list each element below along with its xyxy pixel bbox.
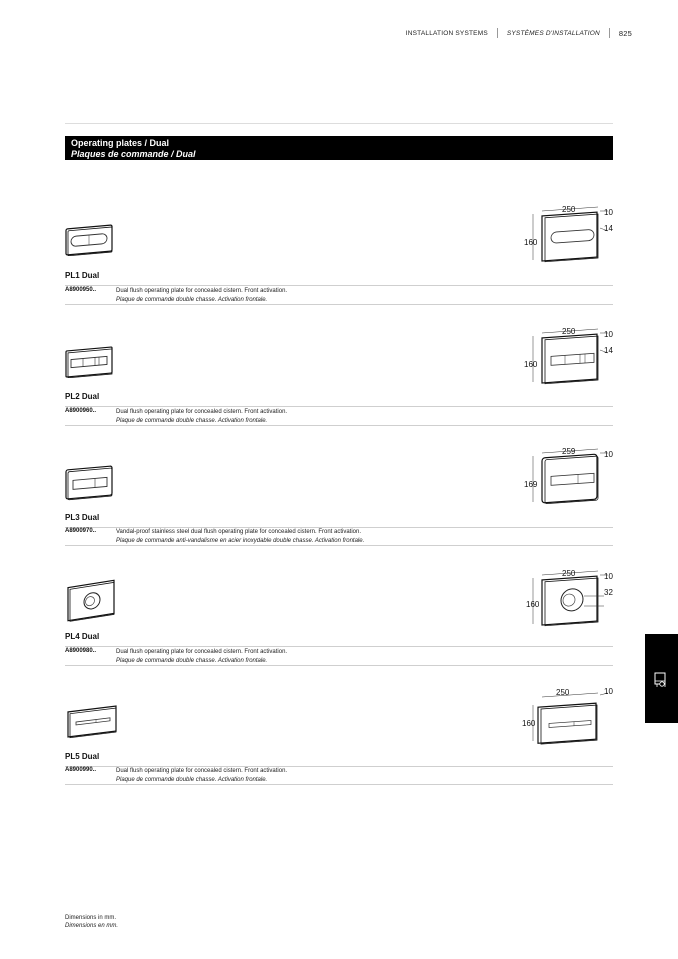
product-code: A8900950.. bbox=[65, 287, 97, 293]
pl2-dim-depth: 10 bbox=[604, 330, 613, 339]
description-fr: Plaque de commande double chasse. Activation frontale. bbox=[116, 776, 268, 783]
pl1-dim-width: 250 bbox=[562, 205, 576, 214]
pl2-plate-image bbox=[63, 344, 115, 378]
pl1-dim-button: 14 bbox=[604, 224, 613, 233]
row-divider bbox=[65, 285, 613, 286]
pl3-dimension-drawing bbox=[520, 442, 618, 506]
section-title-fr: SYSTÈMES D'INSTALLATION bbox=[506, 29, 600, 37]
description-fr: Plaque de commande double chasse. Activation frontale. bbox=[116, 296, 268, 303]
product-name: PL5 Dual bbox=[65, 752, 100, 761]
product-code: A8900960.. bbox=[65, 408, 97, 414]
footer-note-en: Dimensions in mm. bbox=[65, 915, 117, 921]
pl4-dim-height: 160 bbox=[526, 600, 540, 609]
page-number: 825 bbox=[618, 28, 632, 38]
pl4-plate-image bbox=[63, 576, 119, 624]
product-description bbox=[116, 408, 287, 425]
banner-title-fr: Plaques de commande / Dual bbox=[71, 149, 196, 159]
product-name: PL1 Dual bbox=[65, 271, 100, 280]
pl5-dim-depth: 10 bbox=[604, 687, 613, 696]
product-description bbox=[116, 287, 287, 304]
pl2-dim-height: 160 bbox=[524, 360, 538, 369]
product-code: A8900990.. bbox=[65, 767, 97, 773]
header-divider bbox=[609, 28, 610, 38]
pl3-dim-width: 259 bbox=[562, 447, 576, 456]
product-name: PL4 Dual bbox=[65, 632, 100, 641]
installation-frame-icon bbox=[653, 672, 669, 688]
banner-title-en: Operating plates / Dual bbox=[71, 138, 170, 148]
description-fr: Plaque de commande double chasse. Activation frontale. bbox=[116, 657, 268, 664]
description-en: Dual flush operating plate for concealed cistern. Front activation. bbox=[116, 288, 288, 294]
pl4-dimension-drawing bbox=[520, 564, 618, 628]
footer-note bbox=[65, 914, 118, 930]
description-en: Dual flush operating plate for concealed cistern. Front activation. bbox=[116, 409, 288, 415]
product-description bbox=[116, 648, 287, 665]
product-description bbox=[116, 528, 364, 545]
product-name: PL2 Dual bbox=[65, 392, 100, 401]
pl2-dim-width: 250 bbox=[562, 327, 576, 336]
description-fr: Plaque de commande anti-vandalisme en acier inoxydable double chasse. Activation frontale. bbox=[116, 537, 365, 544]
row-divider bbox=[65, 665, 613, 666]
pl2-dimension-drawing bbox=[520, 322, 618, 386]
row-divider bbox=[65, 406, 613, 407]
pl1-plate-image bbox=[63, 222, 115, 256]
pl3-plate-image bbox=[63, 463, 115, 501]
top-divider bbox=[65, 123, 613, 124]
pl4-dim-width: 250 bbox=[562, 569, 576, 578]
page-header bbox=[406, 28, 632, 38]
chapter-side-tab[interactable] bbox=[645, 634, 678, 723]
pl5-plate-image bbox=[63, 700, 121, 742]
section-banner bbox=[65, 136, 613, 160]
row-divider bbox=[65, 646, 613, 647]
pl5-dim-width: 250 bbox=[556, 688, 570, 697]
pl1-dim-height: 160 bbox=[524, 238, 538, 247]
product-description bbox=[116, 767, 287, 784]
pl4-dim-button: 32 bbox=[604, 588, 613, 597]
pl1-dim-depth: 10 bbox=[604, 208, 613, 217]
pl5-dim-height: 160 bbox=[522, 719, 536, 728]
pl5-dimension-drawing bbox=[520, 683, 618, 747]
product-code: A8900980.. bbox=[65, 648, 97, 654]
pl3-dim-depth: 10 bbox=[604, 450, 613, 459]
footer-note-fr: Dimensions en mm. bbox=[65, 923, 119, 929]
row-divider bbox=[65, 304, 613, 305]
pl2-dim-button: 14 bbox=[604, 346, 613, 355]
description-en: Dual flush operating plate for concealed cistern. Front activation. bbox=[116, 768, 288, 774]
row-divider bbox=[65, 425, 613, 426]
row-divider bbox=[65, 784, 613, 785]
description-en: Dual flush operating plate for concealed cistern. Front activation. bbox=[116, 649, 288, 655]
product-code: A8900970.. bbox=[65, 528, 97, 534]
description-fr: Plaque de commande double chasse. Activation frontale. bbox=[116, 417, 268, 424]
description-en: Vandal-proof stainless steel dual flush operating plate for concealed cistern. Front activation. bbox=[116, 529, 362, 535]
row-divider bbox=[65, 545, 613, 546]
product-name: PL3 Dual bbox=[65, 513, 100, 522]
header-divider bbox=[497, 28, 498, 38]
pl4-dim-depth: 10 bbox=[604, 572, 613, 581]
pl1-dimension-drawing bbox=[520, 200, 618, 264]
section-title-en: INSTALLATION SYSTEMS bbox=[405, 29, 488, 37]
pl3-dim-height: 169 bbox=[524, 480, 538, 489]
